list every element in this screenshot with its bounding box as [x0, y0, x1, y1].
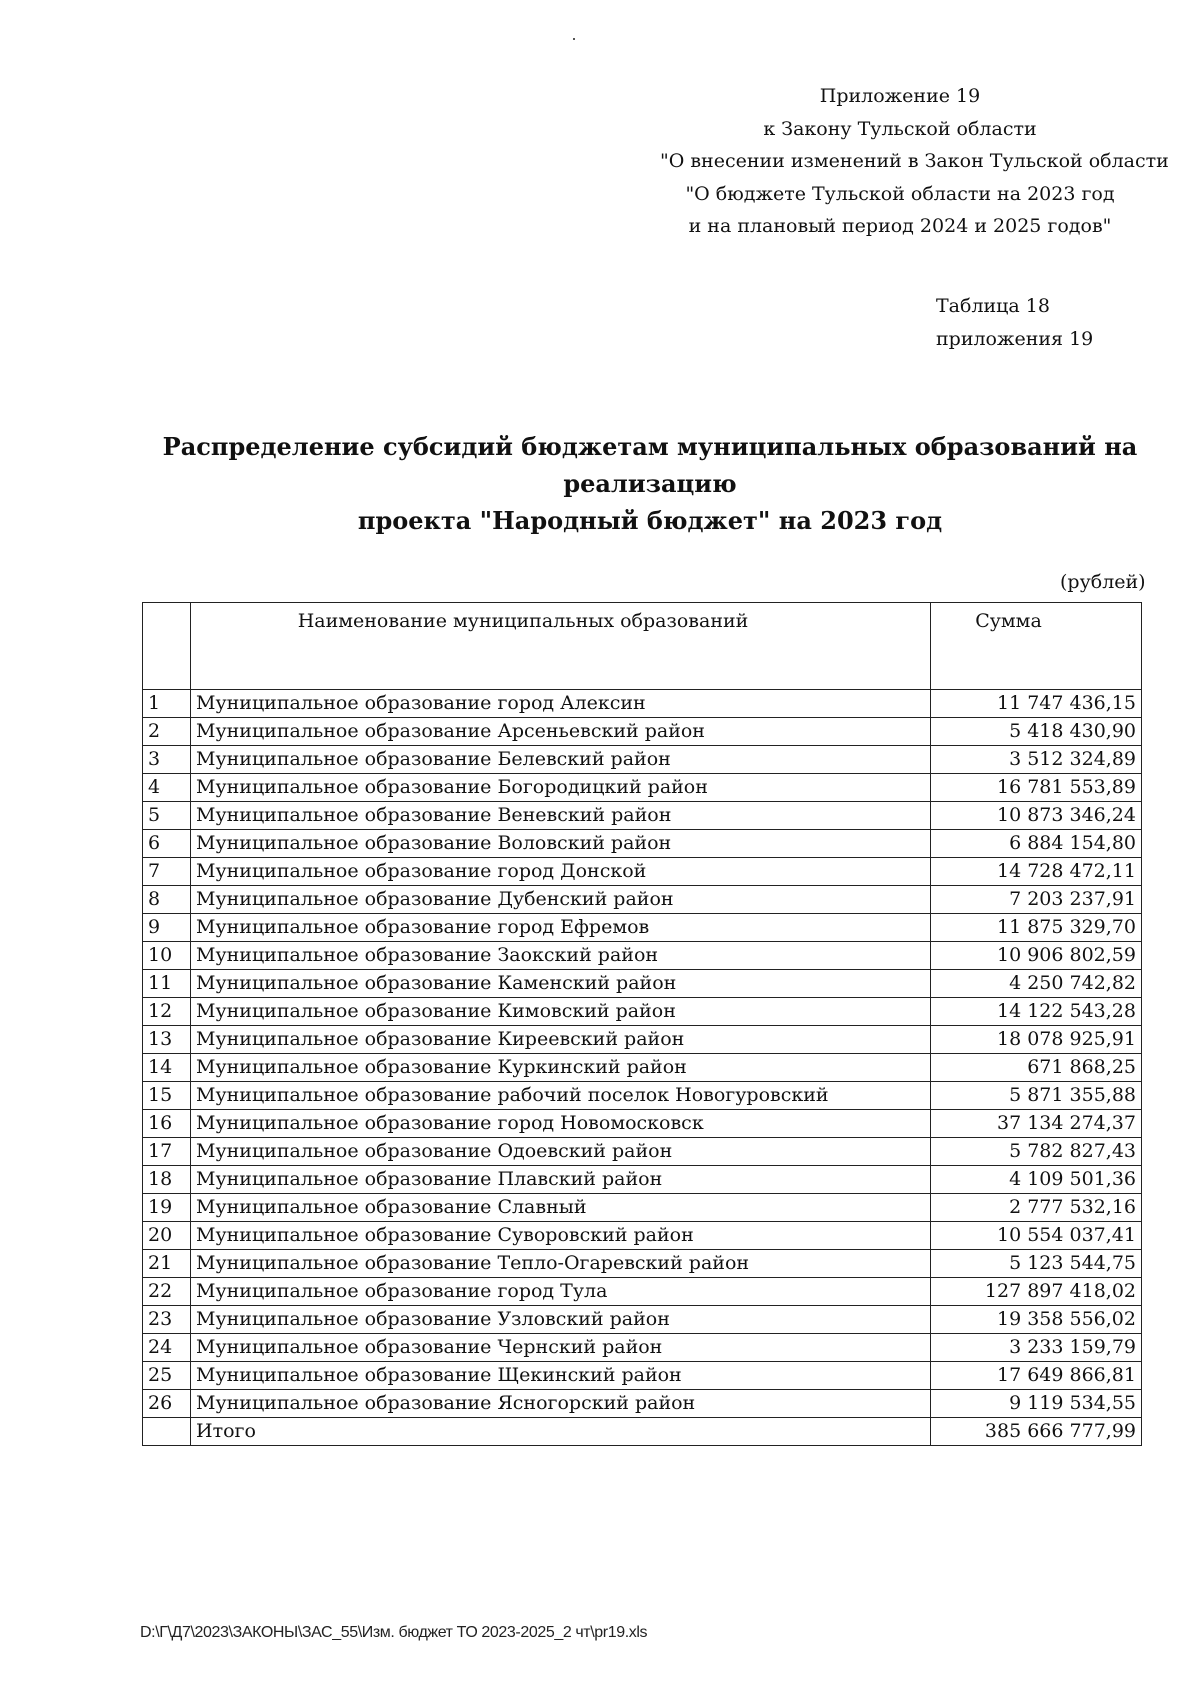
row-sum: 10 906 802,59: [931, 942, 1142, 970]
row-sum: 5 782 827,43: [931, 1138, 1142, 1166]
table-row: [143, 830, 1142, 858]
row-name: Муниципальное образование город Донской: [191, 858, 931, 886]
table-row: [143, 1334, 1142, 1362]
row-number: 20: [143, 1222, 191, 1250]
row-number: 8: [143, 886, 191, 914]
row-name: Муниципальное образование Одоевский район: [191, 1138, 931, 1166]
row-sum: 9 119 534,55: [931, 1390, 1142, 1418]
table-row: [143, 1222, 1142, 1250]
table-row: [143, 1250, 1142, 1278]
row-number: 5: [143, 802, 191, 830]
row-name: Муниципальное образование рабочий поселок Новогуровский: [191, 1082, 931, 1110]
row-name: Муниципальное образование Куркинский район: [191, 1054, 931, 1082]
row-sum: 17 649 866,81: [931, 1362, 1142, 1390]
table-header-row: [143, 603, 1142, 690]
row-name: Муниципальное образование Славный: [191, 1194, 931, 1222]
table-row: [143, 746, 1142, 774]
row-name: Муниципальное образование Киреевский район: [191, 1026, 931, 1054]
table-row: [143, 914, 1142, 942]
row-name: Муниципальное образование Богородицкий район: [191, 774, 931, 802]
row-number: 13: [143, 1026, 191, 1054]
row-sum: 7 203 237,91: [931, 886, 1142, 914]
table-row: [143, 886, 1142, 914]
row-number: 2: [143, 718, 191, 746]
title-line: Распределение субсидий бюджетам муниципальных образований на реализацию: [162, 432, 1138, 498]
row-name: Муниципальное образование Дубенский район: [191, 886, 931, 914]
table-row: [143, 1138, 1142, 1166]
appendix-line: Приложение 19: [819, 85, 981, 107]
row-number: 21: [143, 1250, 191, 1278]
row-name: Муниципальное образование Каменский район: [191, 970, 931, 998]
row-sum: 11 747 436,15: [931, 690, 1142, 718]
table-row: [143, 1110, 1142, 1138]
table-ref-line: Таблица 18: [936, 295, 1050, 317]
row-name: Муниципальное образование Белевский район: [191, 746, 931, 774]
row-number: 23: [143, 1306, 191, 1334]
row-sum: 19 358 556,02: [931, 1306, 1142, 1334]
total-row: [143, 1418, 1142, 1446]
row-number: 22: [143, 1278, 191, 1306]
row-number: 11: [143, 970, 191, 998]
row-sum: 385 666 777,99: [931, 1418, 1142, 1446]
row-sum: 6 884 154,80: [931, 830, 1142, 858]
row-sum: 3 512 324,89: [931, 746, 1142, 774]
row-number: 4: [143, 774, 191, 802]
table-row: [143, 1194, 1142, 1222]
row-number: 7: [143, 858, 191, 886]
row-name: Муниципальное образование Воловский район: [191, 830, 931, 858]
appendix-header: [660, 80, 1169, 243]
row-number: 3: [143, 746, 191, 774]
header-name-cell: Наименование муниципальных образований: [191, 603, 931, 690]
table-row: [143, 1362, 1142, 1390]
row-sum: 671 868,25: [931, 1054, 1142, 1082]
table-row: [143, 1166, 1142, 1194]
row-name: Муниципальное образование Плавский район: [191, 1166, 931, 1194]
table-row: [143, 858, 1142, 886]
row-name: Муниципальное образование Кимовский район: [191, 998, 931, 1026]
row-number: 26: [143, 1390, 191, 1418]
table-row: [143, 1026, 1142, 1054]
row-number: 16: [143, 1110, 191, 1138]
row-number: 9: [143, 914, 191, 942]
scan-speck: [573, 38, 575, 40]
table-row: [143, 942, 1142, 970]
table-row: [143, 998, 1142, 1026]
row-name: Муниципальное образование Щекинский район: [191, 1362, 931, 1390]
row-name: Муниципальное образование город Тула: [191, 1278, 931, 1306]
row-name: Муниципальное образование Арсеньевский район: [191, 718, 931, 746]
table-row: [143, 1306, 1142, 1334]
table-row: [143, 1278, 1142, 1306]
row-sum: 3 233 159,79: [931, 1334, 1142, 1362]
row-name: Муниципальное образование Веневский район: [191, 802, 931, 830]
row-sum: 16 781 553,89: [931, 774, 1142, 802]
row-number: 25: [143, 1362, 191, 1390]
row-name: Муниципальное образование город Новомосковск: [191, 1110, 931, 1138]
row-sum: 10 873 346,24: [931, 802, 1142, 830]
row-number: 15: [143, 1082, 191, 1110]
subsidy-table: [142, 602, 1142, 1446]
row-name: Муниципальное образование Тепло-Огаревский район: [191, 1250, 931, 1278]
row-name: Муниципальное образование Узловский район: [191, 1306, 931, 1334]
appendix-line: "О внесении изменений в Закон Тульской области: [660, 150, 1169, 172]
row-number: 17: [143, 1138, 191, 1166]
header-number-cell: [143, 603, 191, 690]
appendix-line: и на плановый период 2024 и 2025 годов": [688, 215, 1112, 237]
row-sum: 2 777 532,16: [931, 1194, 1142, 1222]
table-row: [143, 970, 1142, 998]
table-row: [143, 690, 1142, 718]
table-row: [143, 774, 1142, 802]
row-name: Муниципальное образование город Ефремов: [191, 914, 931, 942]
table-row: [143, 1390, 1142, 1418]
row-sum: 5 871 355,88: [931, 1082, 1142, 1110]
table-row: [143, 1082, 1142, 1110]
appendix-line: "О бюджете Тульской области на 2023 год: [685, 182, 1115, 205]
row-sum: 18 078 925,91: [931, 1026, 1142, 1054]
table-row: [143, 1054, 1142, 1082]
row-name: Муниципальное образование Суворовский район: [191, 1222, 931, 1250]
units-label: (рублей): [1060, 571, 1146, 593]
appendix-line: к Закону Тульской области: [763, 117, 1037, 140]
table-reference: [936, 290, 1093, 355]
row-name: Муниципальное образование город Алексин: [191, 690, 931, 718]
row-sum: 5 418 430,90: [931, 718, 1142, 746]
row-name: Муниципальное образование Чернский район: [191, 1334, 931, 1362]
row-sum: 37 134 274,37: [931, 1110, 1142, 1138]
row-sum: 14 728 472,11: [931, 858, 1142, 886]
row-number: 19: [143, 1194, 191, 1222]
row-sum: 11 875 329,70: [931, 914, 1142, 942]
row-number: 10: [143, 942, 191, 970]
table-row: [143, 718, 1142, 746]
row-name: Итого: [191, 1418, 931, 1446]
row-name: Муниципальное образование Заокский район: [191, 942, 931, 970]
row-number: 14: [143, 1054, 191, 1082]
row-number: 24: [143, 1334, 191, 1362]
row-number: 12: [143, 998, 191, 1026]
table-row: [143, 802, 1142, 830]
document-title: [100, 428, 1200, 539]
row-sum: 14 122 543,28: [931, 998, 1142, 1026]
row-number: 6: [143, 830, 191, 858]
row-name: Муниципальное образование Ясногорский район: [191, 1390, 931, 1418]
file-path-footer: D:\Г\Д7\2023\ЗАКОНЫ\ЗАС_55\Изм. бюджет ТО 2023-2025_2 чт\pr19.xls: [140, 1624, 648, 1641]
row-number: 18: [143, 1166, 191, 1194]
table-ref-line: приложения 19: [936, 327, 1094, 350]
row-sum: 5 123 544,75: [931, 1250, 1142, 1278]
row-sum: 10 554 037,41: [931, 1222, 1142, 1250]
row-number: [143, 1418, 191, 1446]
row-sum: 4 109 501,36: [931, 1166, 1142, 1194]
row-number: 1: [143, 690, 191, 718]
title-line: проекта "Народный бюджет" на 2023 год: [357, 506, 943, 535]
header-sum-cell: Сумма: [931, 603, 1142, 690]
row-sum: 127 897 418,02: [931, 1278, 1142, 1306]
row-sum: 4 250 742,82: [931, 970, 1142, 998]
